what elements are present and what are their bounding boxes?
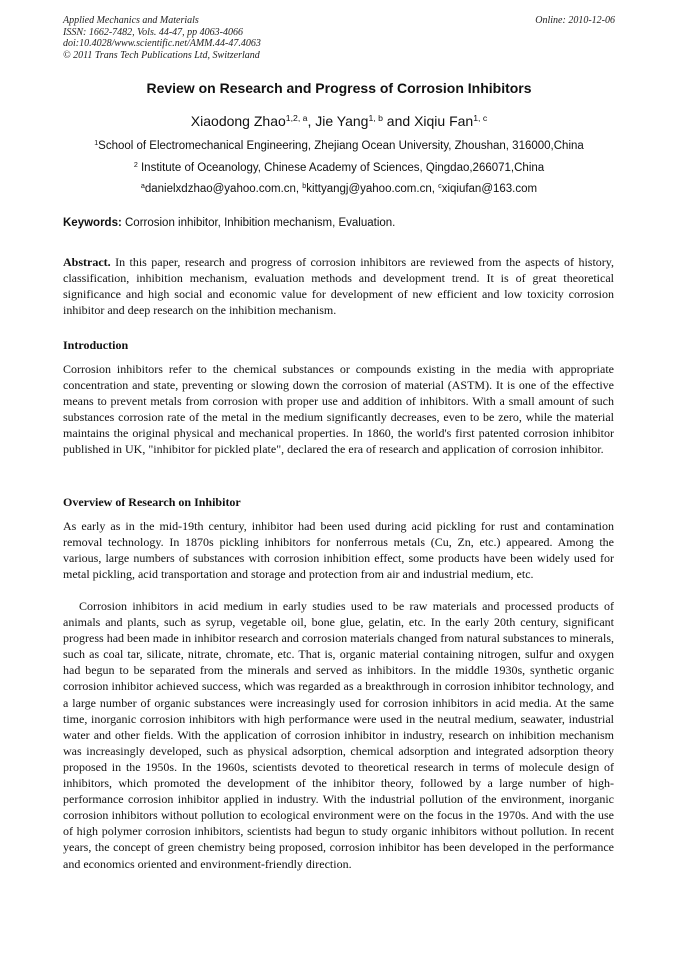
abstract-text: In this paper, research and progress of corrosion inhibitors are reviewed from the aspects of history, classification, inhibition mechanism, evaluation methods and development trend. It is of great theoretical significance and high social and economic value for development of new efficient and low toxicity corrosion inhibitor and deep research on the inhibition mechanism. xyxy=(63,255,614,318)
journal-name: Applied Mechanics and Materials xyxy=(63,15,199,26)
author-separator: , xyxy=(307,113,316,129)
abstract-label: Abstract. xyxy=(63,255,111,269)
journal-header xyxy=(63,15,261,61)
affiliation-2 xyxy=(0,162,678,174)
author-name: Jie Yang xyxy=(315,113,369,129)
doi-line: doi:10.4028/www.scientific.net/AMM.44-47.4063 xyxy=(63,38,261,49)
affiliation-text: Institute of Oceanology, Chinese Academy of Sciences, Qingdao,266071,China xyxy=(137,162,545,174)
introduction-paragraph: Corrosion inhibitors refer to the chemical substances or compounds existing in the media with appropriate concentration and state, preventing or slowing down the corrosion of material (ASTM). It is one of the effective means to prevent metals from corrosion with proper use and addition of inhibitors. With a small amount of such substances corrosion rate of the metal in the medium significantly decreases, even to be zero, while the material maintains the original physical and mechanical properties. In 1860, the world's first patented corrosion inhibitor published in UK, "inhibitor for pickled plate", declared the era of research and application of corrosion inhibitor. xyxy=(63,362,614,457)
abstract-paragraph xyxy=(63,254,614,318)
online-date: Online: 2010-12-06 xyxy=(535,15,615,26)
copyright-line: © 2011 Trans Tech Publications Ltd, Switzerland xyxy=(63,49,260,61)
email-superscript: c xyxy=(438,182,442,191)
overview-paragraph-1: As early as in the mid-19th century, inhibitor had been used during acid pickling for rust and contamination removal technology. In 1870s pickling inhibitors for nonferrous metals (Cu, Zn, etc.) appeared. Among the various, large numbers of substances with corrosion inhibition effect, some products have been widely used for metal pickling, acid transportation and storage and protection from air and industrial medium, etc. xyxy=(63,519,614,582)
keywords-line xyxy=(63,217,395,229)
author-name: Xiqiu Fan xyxy=(414,113,474,129)
overview-paragraph-2 xyxy=(63,598,614,872)
email-list xyxy=(0,183,678,195)
overview-paragraph-2-text: Corrosion inhibitors in acid medium in early studies used to be raw materials and processed products of animals and plants, such as syrup, vegetable oil, bone glue, gelatin, etc. In the early 20th century, significant progress had been made in inhibitor research and corrosion materials changed from natural substances to minerals, such as coal tar, silicate, nitrate, chromate, etc. That is, organic material containing nitrogen, sulfur and oxygen had begun to be separated from the minerals and served as inhibitors. In the middle 1930s, synthetic organic corrosion inhibitor achieved success, which was regarded as a breakthrough in corrosion inhibitor technology, and a large number of organic substances were increasingly used for corrosion inhibitors in acid media. At the same time, inorganic corrosion inhibitors with high performance were used in the neutral medium, seawater, industrial water and other fields. With the application of corrosion inhibitor in industry, research on inhibition mechanism was increasingly developed, such as physical adsorption, chemical adsorption and integrated adsorption theory proposed in the 1950s. In the 1960s, scientists devoted to theoretical research in terms of molecule design of inhibitors, which promoted the development of the inhibitor theory, followed by a large number of high-performance corrosion inhibitor applied in industry. With the industrial pollution of the environment, inorganic corrosion inhibitors without pollution to ecological environment were on the focus in the 1970s. And with the use of high polymer corrosion inhibitors, scientists had begun to study organic inhibitors without pollution. In recent years, the concept of green chemistry being proposed, corrosion inhibitor has been developed in the performance and economics oriented and environment-friendly direction. xyxy=(63,599,614,871)
author-separator: and xyxy=(382,113,415,129)
email-address: kittyangj@yahoo.com.cn, xyxy=(306,183,439,195)
email-superscript: b xyxy=(302,182,307,191)
section-heading-introduction: Introduction xyxy=(63,338,129,352)
author-superscript: 1, b xyxy=(368,113,383,124)
email-address: xiqiufan@163.com xyxy=(441,183,538,195)
author-superscript: 1, c xyxy=(473,113,488,124)
keywords-text: Corrosion inhibitor, Inhibition mechanism, Evaluation. xyxy=(121,217,396,229)
affiliation-1 xyxy=(0,140,678,152)
email-address: danielxdzhao@yahoo.com.cn, xyxy=(144,183,303,195)
affiliation-text: School of Electromechanical Engineering, Zhejiang Ocean University, Zhoushan, 316000,China xyxy=(98,140,584,152)
author-superscript: 1,2, a xyxy=(285,113,308,124)
section-heading-overview: Overview of Research on Inhibitor xyxy=(63,495,241,509)
author-list xyxy=(0,113,678,129)
email-superscript: a xyxy=(140,182,145,191)
paper-title: Review on Research and Progress of Corrosion Inhibitors xyxy=(146,80,532,96)
author-name: Xiaodong Zhao xyxy=(190,113,286,129)
affiliation-superscript: 2 xyxy=(133,161,138,170)
keywords-label: Keywords: xyxy=(63,217,122,229)
issn-line: ISSN: 1662-7482, Vols. 44-47, pp 4063-4066 xyxy=(63,26,243,38)
affiliation-superscript: 1 xyxy=(94,139,99,148)
